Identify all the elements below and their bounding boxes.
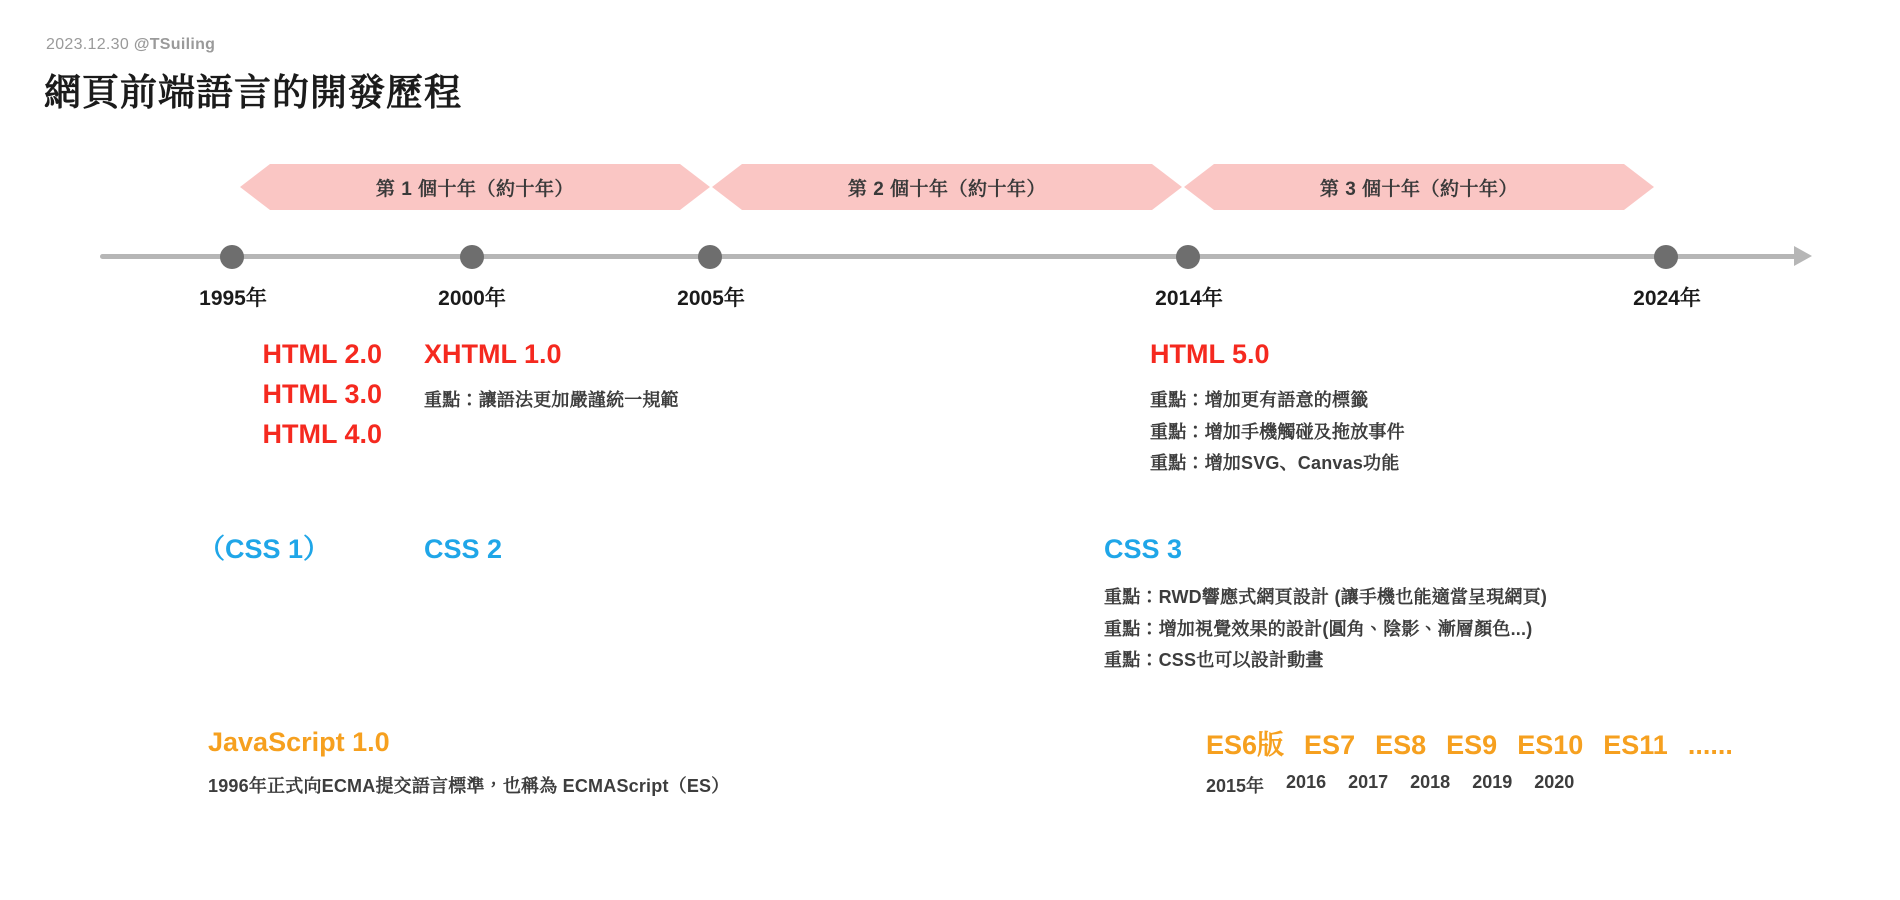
html-3-heading: HTML 3.0 (262, 378, 382, 409)
css3-note-2: 重點：增加視覺效果的設計(圓角、陰影、漸層顏色...) (1104, 618, 1533, 639)
es-year-2018: 2018 (1410, 772, 1451, 792)
html5-note-2: 重點：增加手機觸碰及拖放事件 (1150, 421, 1405, 442)
es-version-es8: ES8 (1375, 730, 1427, 760)
css2-block (424, 530, 502, 570)
year-label-2000: 2000年 (438, 287, 506, 310)
timeline-dot-2024 (1654, 245, 1678, 269)
decade-arrow-2 (712, 164, 1182, 210)
timeline-dot-2000 (460, 245, 484, 269)
year-label-2024: 2024年 (1633, 287, 1701, 310)
decade-arrow-3 (1184, 164, 1654, 210)
javascript-note: 1996年正式向ECMA提交語言標準，也稱為 ECMAScript（ES） (208, 775, 730, 796)
year-label-1995: 1995年 (199, 287, 267, 310)
html-4-heading: HTML 4.0 (262, 418, 382, 449)
year-label-2014: 2014年 (1155, 287, 1223, 310)
html5-note-3: 重點：增加SVG、Canvas功能 (1150, 453, 1400, 474)
decade-label-3: 第 3 個十年（約十年） (1319, 178, 1519, 200)
css3-block (1104, 530, 1547, 677)
meta-line (46, 36, 215, 54)
css3-note-1: 重點：RWD響應式網頁設計 (讓手機也能適當呈現網頁) (1104, 586, 1548, 607)
css2-heading: CSS 2 (424, 534, 503, 564)
css1-block (0, 530, 330, 570)
timeline-axis-arrow-icon (1794, 246, 1812, 266)
html-2-heading: HTML 2.0 (262, 339, 382, 369)
html5-heading: HTML 5.0 (1150, 339, 1270, 369)
date-label: 2023.12.30 (46, 36, 130, 53)
javascript-block (208, 723, 729, 803)
year-label-2005: 2005年 (677, 287, 745, 310)
es-years-row (1206, 772, 1574, 798)
timeline-dot-2005 (698, 245, 722, 269)
page-title: 網頁前端語言的開發歷程 (44, 72, 462, 113)
es-year-2015: 2015年 (1206, 776, 1265, 796)
decade-arrow-1 (240, 164, 710, 210)
html5-block (1150, 335, 1405, 480)
xhtml-note: 重點：讓語法更加嚴謹統一規範 (424, 389, 679, 410)
es-year-2019: 2019 (1472, 772, 1513, 792)
es-versions-row (1206, 723, 1733, 762)
decade-label-2: 第 2 個十年（約十年） (847, 178, 1047, 200)
es-year-2016: 2016 (1286, 772, 1327, 792)
timeline-dot-2014 (1176, 245, 1200, 269)
html5-note-1: 重點：增加更有語意的標籤 (1150, 389, 1369, 410)
css3-heading: CSS 3 (1104, 534, 1183, 564)
css3-note-3: 重點：CSS也可以設計動畫 (1104, 650, 1324, 671)
css1-heading: （CSS 1） (197, 534, 330, 564)
timeline-axis (100, 254, 1800, 259)
es-version-ellipsis: ...... (1687, 730, 1733, 760)
es-version-es7: ES7 (1304, 730, 1356, 760)
decade-label-1: 第 1 個十年（約十年） (375, 178, 575, 200)
xhtml-block (424, 335, 679, 417)
es-version-es9: ES9 (1446, 730, 1498, 760)
author-handle: @TSuiling (133, 36, 216, 53)
es-version-es6: ES6版 (1206, 730, 1285, 760)
es-version-es10: ES10 (1517, 730, 1584, 760)
es-version-es11: ES11 (1603, 730, 1668, 760)
timeline-dot-1995 (220, 245, 244, 269)
es-year-2020: 2020 (1534, 772, 1575, 792)
javascript-heading: JavaScript 1.0 (208, 727, 390, 757)
es-year-2017: 2017 (1348, 772, 1389, 792)
html-early-versions (0, 335, 382, 455)
xhtml-heading: XHTML 1.0 (424, 339, 562, 369)
